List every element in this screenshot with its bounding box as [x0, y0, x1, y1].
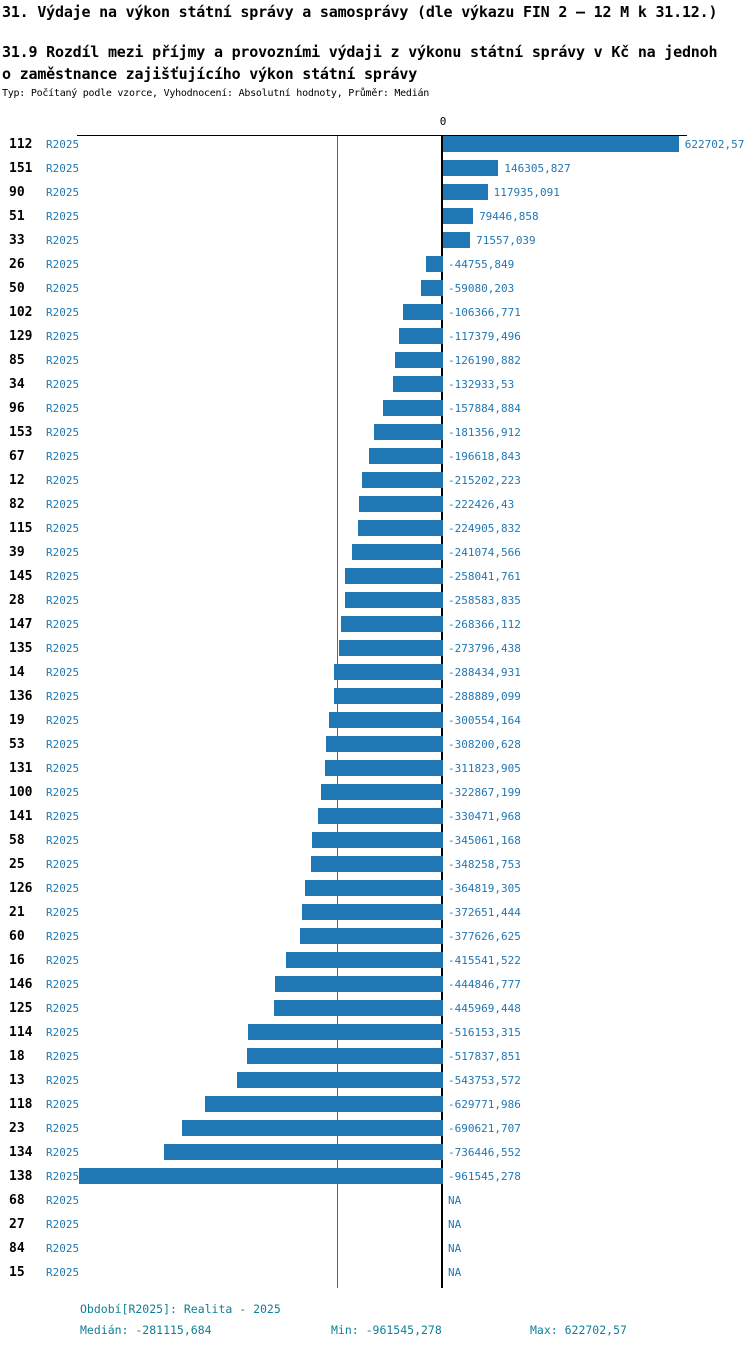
value-bar: [318, 808, 443, 824]
row-value-label: -258041,761: [448, 570, 521, 583]
row-id-label: 28: [9, 593, 25, 608]
row-id-label: 96: [9, 401, 25, 416]
row-period-label: R2025: [46, 450, 80, 463]
row-id-label: 145: [9, 569, 33, 584]
row-value-label: -348258,753: [448, 858, 521, 871]
row-value-label: -543753,572: [448, 1074, 521, 1087]
table-row: [0, 324, 750, 348]
row-period-label: R2025: [46, 618, 80, 631]
zero-tick-label: 0: [439, 115, 447, 128]
row-id-label: 14: [9, 665, 25, 680]
table-row: [0, 420, 750, 444]
table-row: [0, 732, 750, 756]
value-bar: [395, 352, 443, 368]
row-value-label: -273796,438: [448, 642, 521, 655]
value-bar: [399, 328, 443, 344]
row-id-label: 33: [9, 233, 25, 248]
value-bar: [393, 376, 443, 392]
table-row: [0, 348, 750, 372]
row-period-label: R2025: [46, 594, 80, 607]
row-period-label: R2025: [46, 306, 80, 319]
table-row: [0, 1068, 750, 1092]
row-id-label: 147: [9, 617, 33, 632]
value-bar: [286, 952, 443, 968]
row-period-label: R2025: [46, 690, 80, 703]
row-period-label: R2025: [46, 954, 80, 967]
table-row: [0, 540, 750, 564]
value-bar: [443, 136, 679, 152]
row-period-label: R2025: [46, 1170, 80, 1183]
row-value-label: NA: [448, 1266, 462, 1279]
value-bar: [248, 1024, 443, 1040]
value-bar: [443, 208, 473, 224]
row-value-label: -117379,496: [448, 330, 521, 343]
row-period-label: R2025: [46, 354, 80, 367]
value-bar: [443, 160, 498, 176]
row-id-label: 153: [9, 425, 33, 440]
value-bar: [326, 736, 443, 752]
row-id-label: 25: [9, 857, 25, 872]
row-id-label: 112: [9, 137, 33, 152]
value-bar: [182, 1120, 443, 1136]
row-id-label: 129: [9, 329, 33, 344]
row-period-label: R2025: [46, 786, 80, 799]
row-value-label: -196618,843: [448, 450, 521, 463]
value-bar: [329, 712, 443, 728]
row-period-label: R2025: [46, 522, 80, 535]
row-value-label: -516153,315: [448, 1026, 521, 1039]
row-id-label: 138: [9, 1169, 33, 1184]
row-value-label: -415541,522: [448, 954, 521, 967]
table-row: [0, 276, 750, 300]
row-id-label: 23: [9, 1121, 25, 1136]
value-bar: [305, 880, 443, 896]
table-row: [0, 804, 750, 828]
row-id-label: 146: [9, 977, 33, 992]
row-period-label: R2025: [46, 1266, 80, 1279]
value-bar: [300, 928, 443, 944]
table-row: [0, 1020, 750, 1044]
row-value-label: -300554,164: [448, 714, 521, 727]
row-id-label: 131: [9, 761, 33, 776]
row-value-label: -126190,882: [448, 354, 521, 367]
table-row: [0, 156, 750, 180]
table-row: [0, 876, 750, 900]
row-id-label: 135: [9, 641, 33, 656]
row-value-label: -106366,771: [448, 306, 521, 319]
row-id-label: 21: [9, 905, 25, 920]
row-period-label: R2025: [46, 234, 80, 247]
table-row: [0, 900, 750, 924]
table-row: [0, 228, 750, 252]
table-row: [0, 372, 750, 396]
value-bar: [334, 688, 443, 704]
table-row: [0, 1188, 750, 1212]
row-period-label: R2025: [46, 930, 80, 943]
row-id-label: 60: [9, 929, 25, 944]
row-id-label: 13: [9, 1073, 25, 1088]
value-bar: [247, 1048, 443, 1064]
row-id-label: 19: [9, 713, 25, 728]
row-id-label: 82: [9, 497, 25, 512]
row-period-label: R2025: [46, 1242, 80, 1255]
row-value-label: -132933,53: [448, 378, 515, 391]
row-period-label: R2025: [46, 642, 80, 655]
row-id-label: 39: [9, 545, 25, 560]
row-id-label: 90: [9, 185, 25, 200]
row-value-label: 622702,57: [684, 138, 745, 151]
value-bar: [374, 424, 443, 440]
value-bar: [358, 520, 443, 536]
row-period-label: R2025: [46, 1002, 80, 1015]
row-value-label: -445969,448: [448, 1002, 521, 1015]
value-bar: [321, 784, 443, 800]
row-value-label: -258583,835: [448, 594, 521, 607]
table-row: [0, 852, 750, 876]
footer-max: Max: 622702,57: [530, 1323, 627, 1337]
value-bar: [274, 1000, 443, 1016]
row-id-label: 84: [9, 1241, 25, 1256]
row-id-label: 136: [9, 689, 33, 704]
row-id-label: 118: [9, 1097, 33, 1112]
row-period-label: R2025: [46, 882, 80, 895]
row-period-label: R2025: [46, 666, 80, 679]
row-id-label: 68: [9, 1193, 25, 1208]
footer-min: Min: -961545,278: [331, 1323, 442, 1337]
row-value-label: -288434,931: [448, 666, 521, 679]
table-row: [0, 252, 750, 276]
table-row: [0, 396, 750, 420]
row-period-label: R2025: [46, 258, 80, 271]
row-period-label: R2025: [46, 570, 80, 583]
table-row: [0, 492, 750, 516]
table-row: [0, 756, 750, 780]
row-value-label: -44755,849: [448, 258, 515, 271]
table-row: [0, 828, 750, 852]
row-value-label: 146305,827: [504, 162, 571, 175]
value-bar: [362, 472, 443, 488]
row-value-label: -330471,968: [448, 810, 521, 823]
value-bar: [334, 664, 443, 680]
table-row: [0, 1140, 750, 1164]
table-row: [0, 1092, 750, 1116]
row-period-label: R2025: [46, 474, 80, 487]
row-value-label: 117935,091: [493, 186, 560, 199]
row-period-label: R2025: [46, 1194, 80, 1207]
row-period-label: R2025: [46, 1218, 80, 1231]
indicator-subtitle-line2: o zaměstnance zajišťujícího výkon státní správy: [2, 65, 418, 83]
table-row: [0, 180, 750, 204]
row-id-label: 67: [9, 449, 25, 464]
row-value-label: -311823,905: [448, 762, 521, 775]
row-period-label: R2025: [46, 378, 80, 391]
row-id-label: 126: [9, 881, 33, 896]
row-value-label: -444846,777: [448, 978, 521, 991]
value-bar: [359, 496, 443, 512]
row-id-label: 58: [9, 833, 25, 848]
value-bar: [311, 856, 443, 872]
row-id-label: 115: [9, 521, 33, 536]
row-id-label: 27: [9, 1217, 25, 1232]
row-value-label: -157884,884: [448, 402, 521, 415]
value-bar: [383, 400, 443, 416]
value-bar: [341, 616, 443, 632]
row-id-label: 34: [9, 377, 25, 392]
row-id-label: 141: [9, 809, 33, 824]
row-period-label: R2025: [46, 906, 80, 919]
table-row: [0, 444, 750, 468]
row-period-label: R2025: [46, 762, 80, 775]
row-id-label: 18: [9, 1049, 25, 1064]
value-bar: [164, 1144, 443, 1160]
row-period-label: R2025: [46, 978, 80, 991]
row-value-label: -215202,223: [448, 474, 521, 487]
row-period-label: R2025: [46, 1146, 80, 1159]
table-row: [0, 1260, 750, 1284]
table-row: [0, 684, 750, 708]
row-value-label: NA: [448, 1218, 462, 1231]
indicator-meta: Typ: Počítaný podle vzorce, Vyhodnocení: Absolutní hodnoty, Průměr: Medián: [2, 88, 430, 99]
row-period-label: R2025: [46, 834, 80, 847]
value-bar: [345, 592, 443, 608]
row-id-label: 85: [9, 353, 25, 368]
row-id-label: 114: [9, 1025, 33, 1040]
row-value-label: -372651,444: [448, 906, 521, 919]
value-bar: [302, 904, 443, 920]
row-value-label: -268366,112: [448, 618, 521, 631]
value-bar: [205, 1096, 443, 1112]
row-period-label: R2025: [46, 282, 80, 295]
table-row: [0, 996, 750, 1020]
table-row: [0, 1044, 750, 1068]
value-bar: [339, 640, 443, 656]
row-value-label: -308200,628: [448, 738, 521, 751]
value-bar: [443, 184, 488, 200]
table-row: [0, 468, 750, 492]
row-value-label: -181356,912: [448, 426, 521, 439]
value-bar: [345, 568, 443, 584]
row-period-label: R2025: [46, 738, 80, 751]
footer-period: Období[R2025]: Realita - 2025: [80, 1302, 281, 1316]
row-value-label: -736446,552: [448, 1146, 521, 1159]
table-row: [0, 660, 750, 684]
row-period-label: R2025: [46, 186, 80, 199]
row-id-label: 26: [9, 257, 25, 272]
row-value-label: -241074,566: [448, 546, 521, 559]
row-value-label: -288889,099: [448, 690, 521, 703]
row-id-label: 16: [9, 953, 25, 968]
row-period-label: R2025: [46, 714, 80, 727]
row-id-label: 125: [9, 1001, 33, 1016]
indicator-subtitle-line1: 31.9 Rozdíl mezi příjmy a provozními výdaji z výkonu státní správy v Kč na jednoh: [2, 43, 718, 61]
row-period-label: R2025: [46, 498, 80, 511]
row-period-label: R2025: [46, 546, 80, 559]
value-bar: [237, 1072, 443, 1088]
table-row: [0, 588, 750, 612]
table-row: [0, 780, 750, 804]
table-row: [0, 516, 750, 540]
value-bar: [421, 280, 443, 296]
value-bar: [79, 1168, 443, 1184]
row-value-label: -517837,851: [448, 1050, 521, 1063]
row-period-label: R2025: [46, 1122, 80, 1135]
row-value-label: -690621,707: [448, 1122, 521, 1135]
value-bar: [312, 832, 443, 848]
row-id-label: 151: [9, 161, 33, 176]
table-row: [0, 564, 750, 588]
row-id-label: 102: [9, 305, 33, 320]
row-id-label: 50: [9, 281, 25, 296]
row-period-label: R2025: [46, 1098, 80, 1111]
row-period-label: R2025: [46, 426, 80, 439]
row-value-label: -224905,832: [448, 522, 521, 535]
row-period-label: R2025: [46, 210, 80, 223]
value-bar: [275, 976, 443, 992]
row-value-label: -222426,43: [448, 498, 515, 511]
table-row: [0, 300, 750, 324]
value-bar: [352, 544, 443, 560]
row-value-label: 71557,039: [476, 234, 536, 247]
table-row: [0, 204, 750, 228]
row-value-label: -364819,305: [448, 882, 521, 895]
table-row: [0, 132, 750, 156]
table-row: [0, 948, 750, 972]
row-value-label: -59080,203: [448, 282, 515, 295]
row-id-label: 15: [9, 1265, 25, 1280]
row-value-label: -961545,278: [448, 1170, 521, 1183]
row-value-label: NA: [448, 1194, 462, 1207]
value-bar: [369, 448, 443, 464]
value-bar: [443, 232, 470, 248]
value-bar: [403, 304, 443, 320]
row-id-label: 12: [9, 473, 25, 488]
row-id-label: 100: [9, 785, 33, 800]
table-row: [0, 1236, 750, 1260]
row-value-label: -345061,168: [448, 834, 521, 847]
table-row: [0, 1116, 750, 1140]
row-id-label: 51: [9, 209, 25, 224]
row-value-label: -377626,625: [448, 930, 521, 943]
row-period-label: R2025: [46, 162, 80, 175]
table-row: [0, 1164, 750, 1188]
row-value-label: NA: [448, 1242, 462, 1255]
row-period-label: R2025: [46, 810, 80, 823]
row-period-label: R2025: [46, 402, 80, 415]
row-value-label: 79446,858: [479, 210, 539, 223]
row-id-label: 53: [9, 737, 25, 752]
value-bar: [325, 760, 443, 776]
table-row: [0, 924, 750, 948]
row-period-label: R2025: [46, 1050, 80, 1063]
row-period-label: R2025: [46, 858, 80, 871]
table-row: [0, 972, 750, 996]
row-period-label: R2025: [46, 330, 80, 343]
row-value-label: -322867,199: [448, 786, 521, 799]
report-title: 31. Výdaje na výkon státní správy a samosprávy (dle výkazu FIN 2 — 12 M k 31.12.): [2, 3, 718, 21]
row-id-label: 134: [9, 1145, 33, 1160]
table-row: [0, 636, 750, 660]
row-value-label: -629771,986: [448, 1098, 521, 1111]
table-row: [0, 612, 750, 636]
row-period-label: R2025: [46, 1026, 80, 1039]
table-row: [0, 1212, 750, 1236]
row-period-label: R2025: [46, 1074, 80, 1087]
value-bar: [426, 256, 443, 272]
row-period-label: R2025: [46, 138, 80, 151]
table-row: [0, 708, 750, 732]
footer-median: Medián: -281115,684: [80, 1323, 212, 1337]
